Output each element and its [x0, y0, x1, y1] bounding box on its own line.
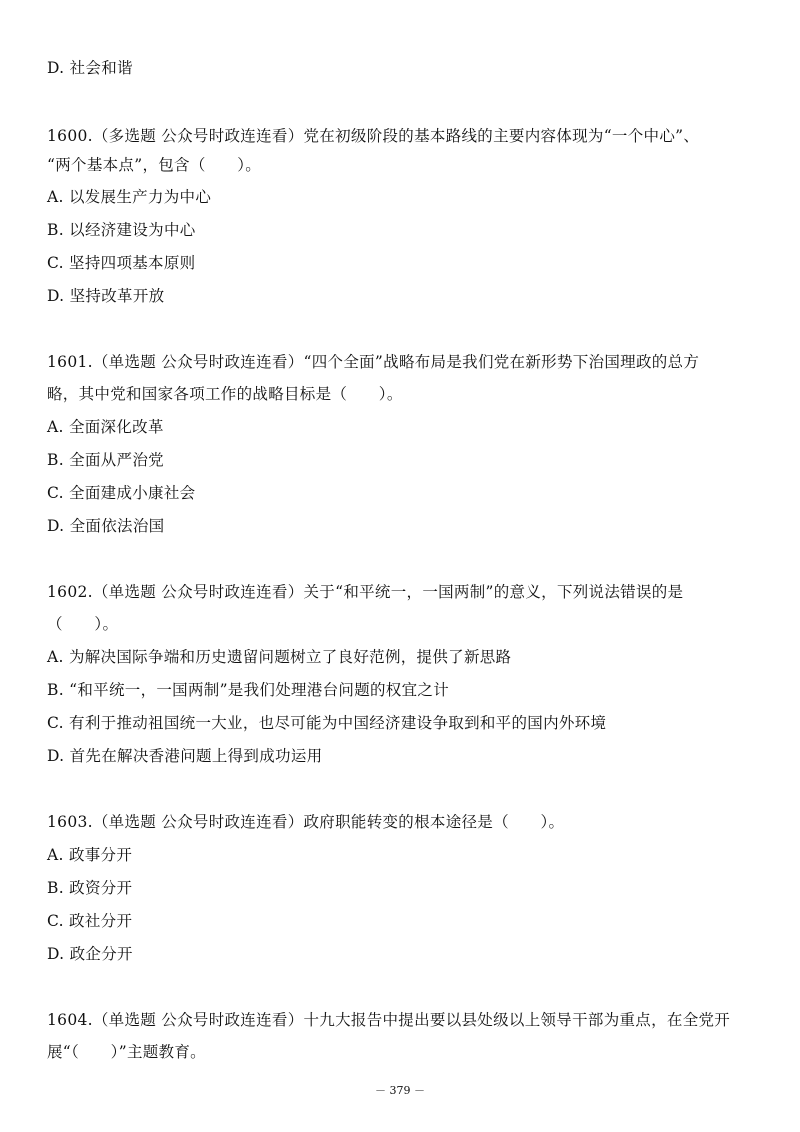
- question-1602-option-c: C. 有利于推动祖国统一大业，也尽可能为中国经济建设争取到和平的国内外环境: [47, 714, 607, 732]
- question-1601-option-c: C. 全面建成小康社会: [47, 484, 196, 502]
- question-1600-option-a: A. 以发展生产力为中心: [47, 188, 212, 206]
- question-1603-text: 1603.（单选题 公众号时政连连看）政府职能转变的根本途径是（ ）。: [47, 813, 565, 831]
- question-1604-text: 1604.（单选题 公众号时政连连看）十九大报告中提出要以县处级以上领导干部为重点，在全党开: [47, 1011, 731, 1029]
- question-1600-text: 1600.（多选题 公众号时政连连看）党在初级阶段的基本路线的主要内容体现为“一个中心”、: [47, 127, 700, 145]
- option-d-prev: D. 社会和谐: [47, 59, 133, 77]
- question-1602-option-b: B. “和平统一，一国两制”是我们处理港台问题的权宜之计: [47, 681, 449, 699]
- question-1602-option-d: D. 首先在解决香港问题上得到成功运用: [47, 747, 323, 765]
- question-1600-option-c: C. 坚持四项基本原则: [47, 254, 196, 272]
- question-1600-text-cont: “两个基本点”，包含（ ）。: [47, 156, 262, 174]
- question-1603-option-d: D. 政企分开: [47, 945, 133, 963]
- question-1603-option-a: A. 政事分开: [47, 846, 133, 864]
- question-1600-option-d: D. 坚持改革开放: [47, 287, 165, 305]
- question-1603-option-c: C. 政社分开: [47, 912, 133, 930]
- page-number: － 379 －: [375, 1084, 425, 1097]
- question-1601-text-cont: 略，其中党和国家各项工作的战略目标是（ ）。: [47, 385, 403, 403]
- question-1602-text-cont: （ ）。: [47, 615, 119, 633]
- question-1601-option-d: D. 全面依法治国: [47, 517, 165, 535]
- question-1600-option-b: B. 以经济建设为中心: [47, 221, 196, 239]
- question-1602-text: 1602.（单选题 公众号时政连连看）关于“和平统一，一国两制”的意义，下列说法错误的是: [47, 583, 684, 601]
- question-1601-option-a: A. 全面深化改革: [47, 418, 164, 436]
- question-1604-text-cont: 展“（ ）”主题教育。: [47, 1043, 206, 1061]
- question-1601-option-b: B. 全面从严治党: [47, 451, 164, 469]
- question-1603-option-b: B. 政资分开: [47, 879, 133, 897]
- question-1601-text: 1601.（单选题 公众号时政连连看）“四个全面”战略布局是我们党在新形势下治国理政的总方: [47, 353, 700, 371]
- question-1602-option-a: A. 为解决国际争端和历史遗留问题树立了良好范例，提供了新思路: [47, 648, 512, 666]
